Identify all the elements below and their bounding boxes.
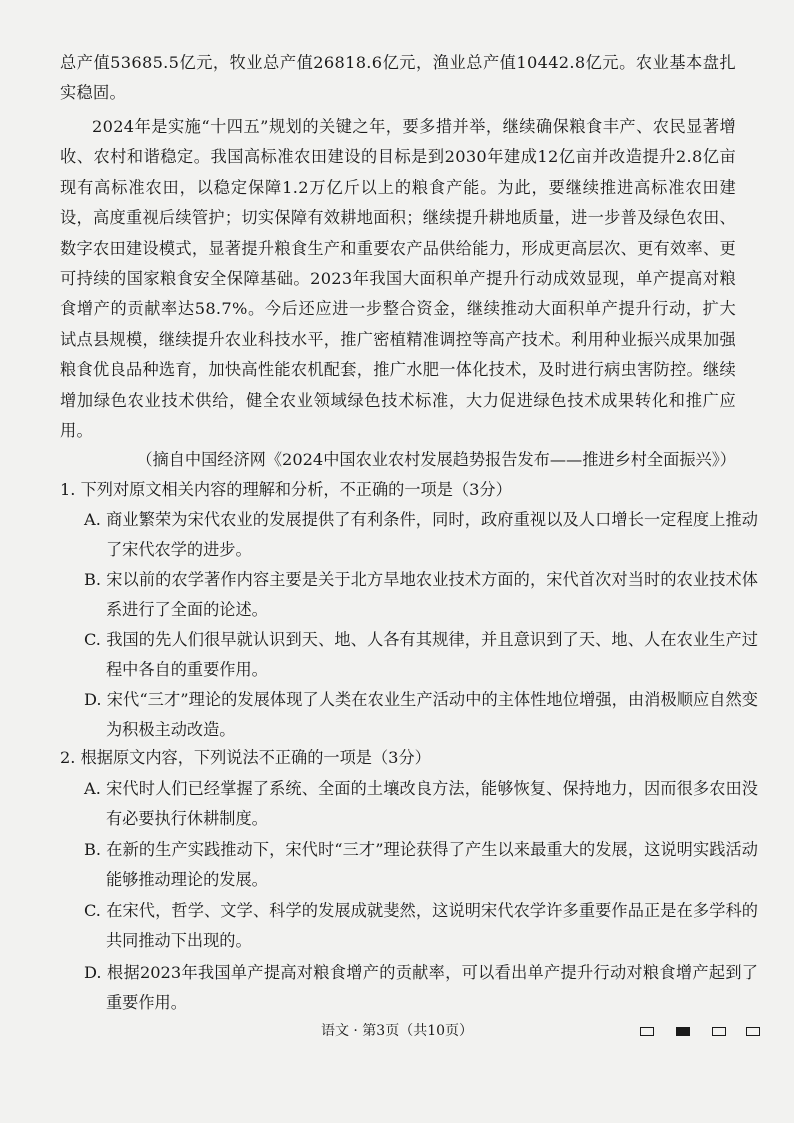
- intro-paragraph: 总产值53685.5亿元，牧业总产值26818.6亿元，渔业总产值10442.8亿元。农业基本盘扎实稳固。: [60, 53, 736, 103]
- question-1-option-c: C. 我国的先人们很早就认识到天、地、人各有其规律，并且意识到了天、地、人在农业生产过程中各自的重要作用。: [84, 630, 758, 679]
- question-1-stem: 1. 下列对原文相关内容的理解和分析，不正确的一项是（3分）: [60, 480, 512, 499]
- source-citation: （摘自中国经济网《2024中国农业农村发展趋势报告发布——推进乡村全面振兴》）: [136, 450, 736, 469]
- question-1-option-d: D. 宋代“三才”理论的发展体现了人类在农业生产活动中的主体性地位增强，由消极顺应自然变为积极主动改造。: [84, 690, 758, 739]
- question-2-option-b: B. 在新的生产实践推动下，宋代时“三才”理论获得了产生以来最重大的发展，这说明实践活动能够推动理论的发展。: [84, 840, 758, 889]
- page-mark-3: [712, 1027, 726, 1036]
- question-1-option-a: A. 商业繁荣为宋代农业的发展提供了有利条件，同时，政府重视以及人口增长一定程度上推动了宋代农学的进步。: [84, 510, 758, 559]
- page-mark-1: [640, 1027, 654, 1036]
- page-mark-4: [746, 1027, 760, 1036]
- question-1-option-b: B. 宋以前的农学著作内容主要是关于北方旱地农业技术方面的，宋代首次对当时的农业技术体系进行了全面的论述。: [84, 570, 758, 619]
- page-mark-2: [676, 1027, 690, 1036]
- page-position-marks: [640, 1027, 760, 1041]
- question-2-option-c: C. 在宋代，哲学、文学、科学的发展成就斐然，这说明宋代农学许多重要作品正是在多学科的共同推动下出现的。: [84, 901, 758, 950]
- question-2-option-a: A. 宋代时人们已经掌握了系统、全面的土壤改良方法，能够恢复、保持地力，因而很多农田没有必要执行休耕制度。: [84, 779, 758, 828]
- main-paragraph: 2024年是实施“十四五”规划的关键之年，要多措并举，继续确保粮食丰产、农民显著增收、农村和谐稳定。我国高标准农田建设的目标是到2030年建成12亿亩并改造提升2.8亿亩现有高标准农田，以稳定保障1.2万亿斤以上的粮食产能。为此，要继续推进高标准农田建设，高度重视后续管护；切实保障有效耕地面积；继续提升耕地质量，进一步普及绿色农田、数字农田建设模式，显著提升粮食生产和重要农产品供给能力，形成更高层次、更有效率、更可持续的国家粮食安全保障基础。2023年我国大面积单产提升行动成效显现，单产提高对粮食增产的贡献率达58.7%。今后还应进一步整合资金，继续推动大面积单产提升行动，扩大试点县规模，继续提升农业科技水平，推广密植精准调控等高产技术。利用种业振兴成果加强粮食优良品种选育，加快高性能农机配套，推广水肥一体化技术，及时进行病虫害防控。继续增加绿色农业技术供给，健全农业领域绿色技术标准，大力促进绿色技术成果转化和推广应用。: [60, 117, 736, 441]
- page-footer: 语文 · 第3页（共10页）: [320, 1023, 474, 1039]
- question-2-stem: 2. 根据原文内容，下列说法不正确的一项是（3分）: [60, 748, 431, 767]
- question-2-option-d: D. 根据2023年我国单产提高对粮食增产的贡献率，可以看出单产提升行动对粮食增产起到了重要作用。: [84, 963, 758, 1012]
